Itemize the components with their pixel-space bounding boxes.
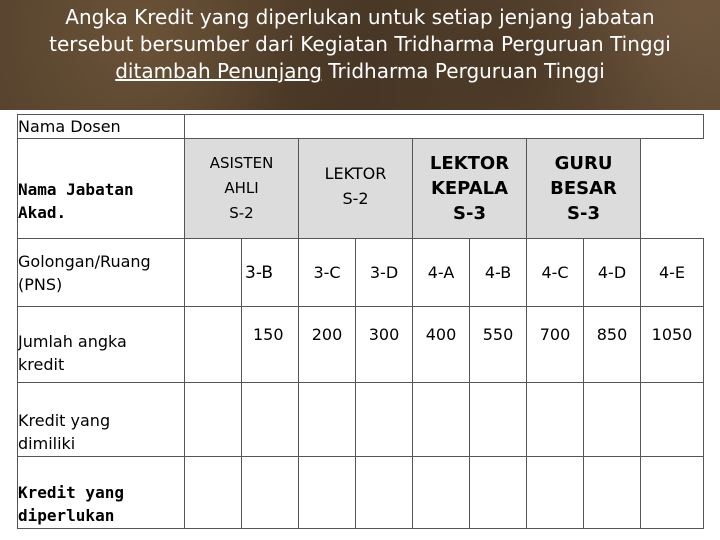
nama-dosen-value bbox=[185, 115, 704, 139]
label-kredit-diperlukan: Kredit yang diperlukan bbox=[18, 457, 185, 529]
diperlukan-cell bbox=[470, 457, 527, 529]
label-jumlah-kredit: Jumlah angka kredit bbox=[18, 307, 185, 383]
golongan-cell: 4-A bbox=[413, 239, 470, 307]
diperlukan-cell bbox=[413, 457, 470, 529]
label-nama-dosen: Nama Dosen bbox=[18, 115, 185, 139]
diperlukan-cell bbox=[242, 457, 299, 529]
dimiliki-cell bbox=[527, 383, 584, 457]
dimiliki-cell bbox=[356, 383, 413, 457]
row-kredit-diperlukan bbox=[18, 457, 704, 529]
kredit-cell: 300 bbox=[356, 307, 413, 383]
diperlukan-cell bbox=[527, 457, 584, 529]
dimiliki-cell bbox=[299, 383, 356, 457]
row-kredit-dimiliki bbox=[18, 383, 704, 457]
dimiliki-cell bbox=[584, 383, 641, 457]
diperlukan-cell bbox=[356, 457, 413, 529]
dimiliki-cell bbox=[413, 383, 470, 457]
dimiliki-cell bbox=[185, 383, 242, 457]
kredit-cell: 700 bbox=[527, 307, 584, 383]
golongan-cell: 4-C bbox=[527, 239, 584, 307]
golongan-blank bbox=[185, 239, 242, 307]
kredit-cell: 400 bbox=[413, 307, 470, 383]
kredit-cell: 550 bbox=[470, 307, 527, 383]
jabatan-asisten-ahli: ASISTEN AHLI S-2 bbox=[185, 139, 299, 239]
dimiliki-cell bbox=[242, 383, 299, 457]
jabatan-lektor: LEKTOR S-2 bbox=[299, 139, 413, 239]
banner-line-3-rest: Tridharma Perguruan Tinggi bbox=[321, 59, 605, 83]
kredit-cell: 1050 bbox=[641, 307, 704, 383]
golongan-cell: 4-E bbox=[641, 239, 704, 307]
row-nama-dosen bbox=[18, 115, 704, 139]
dimiliki-cell bbox=[641, 383, 704, 457]
golongan-cell: 3-C bbox=[299, 239, 356, 307]
banner-underlined-text: ditambah Penunjang bbox=[115, 59, 322, 83]
kredit-blank bbox=[185, 307, 242, 383]
label-kredit-dimiliki: Kredit yang dimiliki bbox=[18, 383, 185, 457]
kredit-cell: 200 bbox=[299, 307, 356, 383]
label-golongan: Golongan/Ruang (PNS) bbox=[18, 239, 185, 307]
kredit-cell: 150 bbox=[242, 307, 299, 383]
diperlukan-cell bbox=[185, 457, 242, 529]
title-banner bbox=[0, 0, 720, 110]
banner-title bbox=[10, 4, 710, 85]
golongan-cell: 3-B bbox=[242, 239, 299, 307]
banner-line-1: Angka Kredit yang diperlukan untuk setiap jenjang jabatan bbox=[65, 5, 655, 29]
golongan-cell: 4-B bbox=[470, 239, 527, 307]
diperlukan-cell bbox=[584, 457, 641, 529]
dimiliki-cell bbox=[470, 383, 527, 457]
row-golongan bbox=[18, 239, 704, 307]
row-jumlah-kredit bbox=[18, 307, 704, 383]
credit-table bbox=[17, 114, 704, 529]
diperlukan-cell bbox=[299, 457, 356, 529]
jabatan-lektor-kepala: LEKTOR KEPALA S-3 bbox=[413, 139, 527, 239]
golongan-cell: 3-D bbox=[356, 239, 413, 307]
row-jabatan bbox=[18, 139, 704, 239]
banner-line-3 bbox=[10, 58, 710, 85]
diperlukan-cell bbox=[641, 457, 704, 529]
banner-line-2: tersebut bersumber dari Kegiatan Tridharma Perguruan Tinggi bbox=[49, 32, 671, 56]
jabatan-guru-besar: GURU BESAR S-3 bbox=[527, 139, 641, 239]
golongan-cell: 4-D bbox=[584, 239, 641, 307]
kredit-cell: 850 bbox=[584, 307, 641, 383]
label-jabatan: Nama Jabatan Akad. bbox=[18, 139, 185, 239]
